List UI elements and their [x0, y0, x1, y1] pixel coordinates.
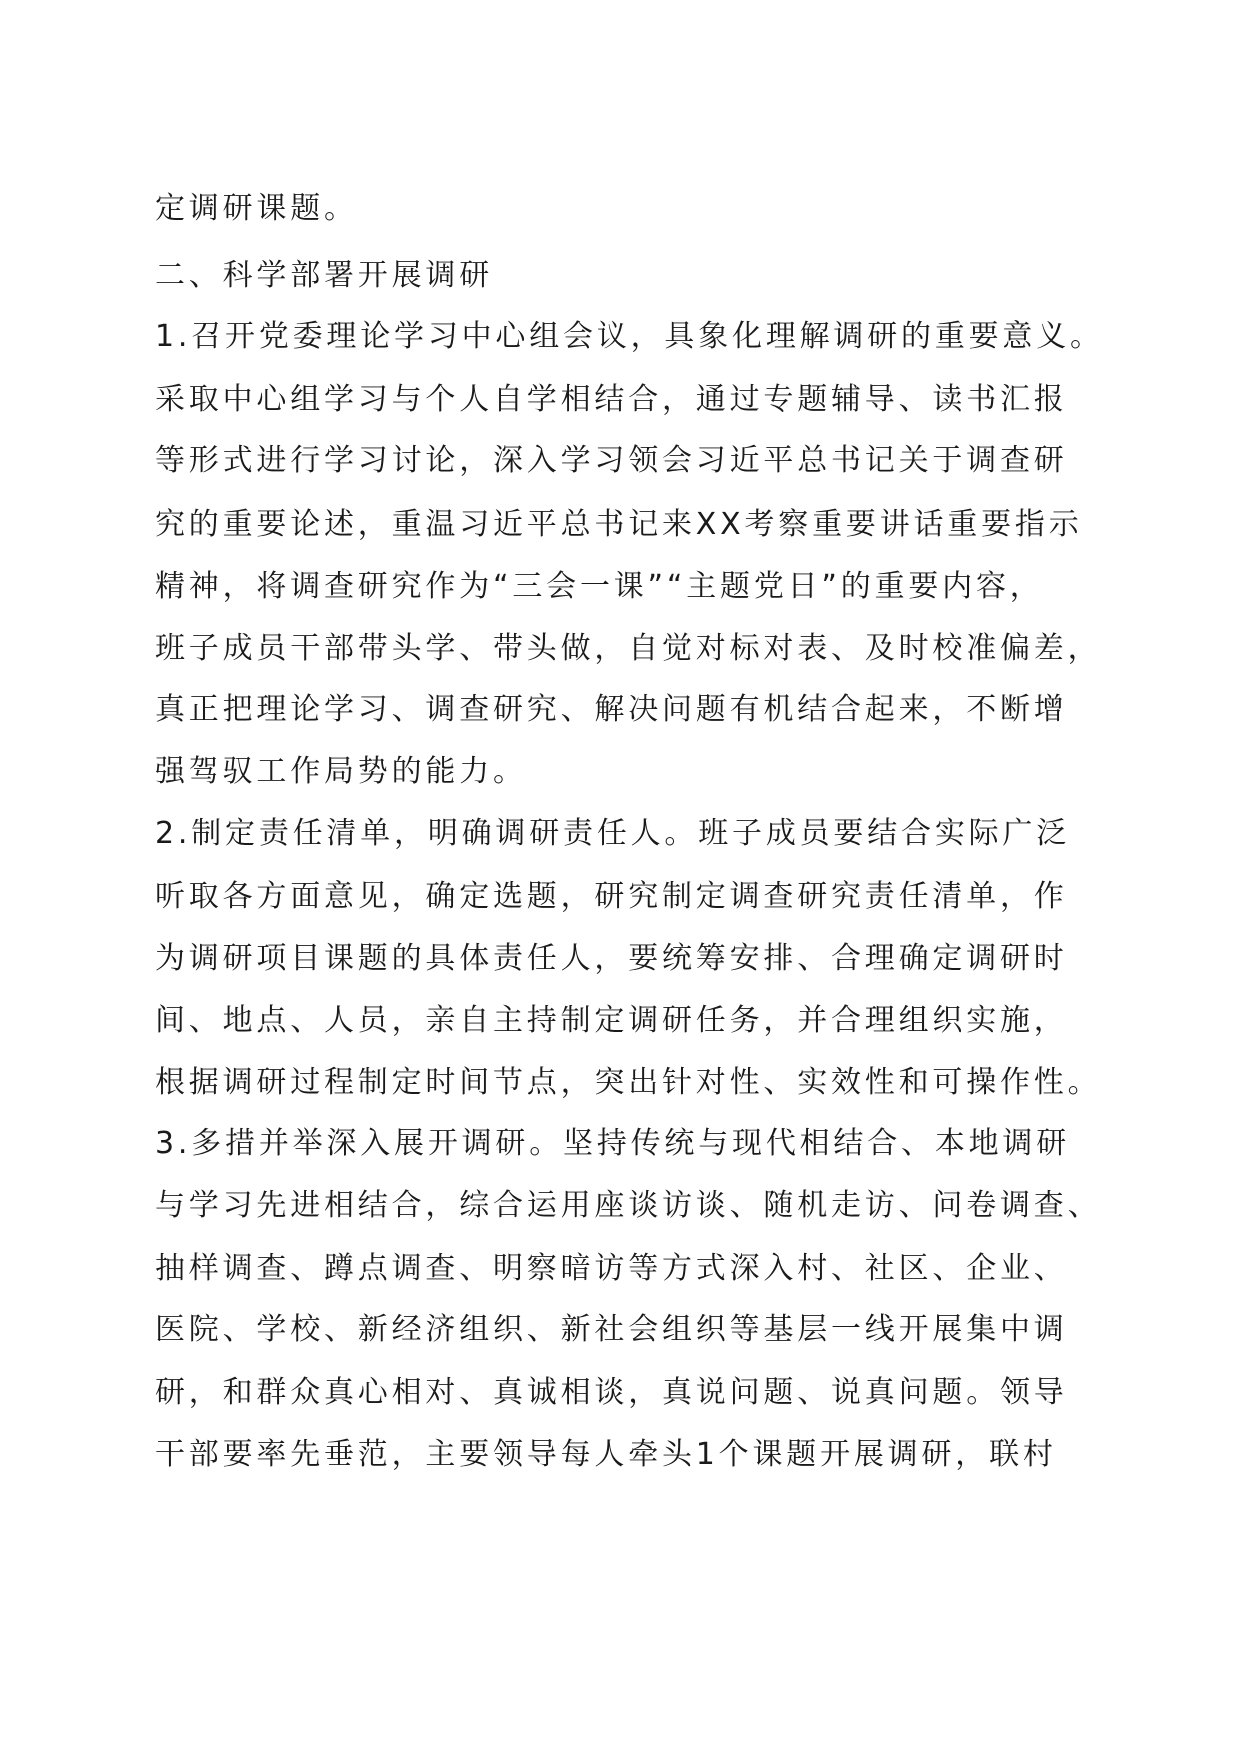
text-line: 强驾驭工作局势的能力。	[155, 754, 527, 789]
text-line: 间、地点、人员，亲自主持制定调研任务，并合理组织实施，	[155, 1003, 1068, 1038]
text-line: 定调研课题。	[155, 191, 358, 226]
item-heading: 1.召开党委理论学习中心组会议，具象化理解调研的重要意义。	[155, 319, 1104, 354]
text-line: 真正把理论学习、调查研究、解决问题有机结合起来，不断增	[155, 692, 1068, 727]
text-line: 等形式进行学习讨论，深入学习领会习近平总书记关于调查研	[155, 443, 1068, 478]
text-line: 精神，将调查研究作为“三会一课”“主题党日”的重要内容，	[155, 569, 1044, 604]
section-heading: 二、科学部署开展调研	[155, 258, 493, 293]
text-line: 研，和群众真心相对、真诚相谈，真说问题、说真问题。领导	[155, 1375, 1068, 1410]
text-line: 根据调研过程制定时间节点，突出针对性、实效性和可操作性。	[155, 1065, 1102, 1100]
text-line: 听取各方面意见，确定选题，研究制定调查研究责任清单，作	[155, 879, 1068, 914]
text-line: 采取中心组学习与个人自学相结合，通过专题辅导、读书汇报	[155, 382, 1068, 417]
item-heading: 2.制定责任清单，明确调研责任人。班子成员要结合实际广泛	[155, 816, 1071, 851]
item-heading: 3.多措并举深入展开调研。坚持传统与现代相结合、本地调研	[155, 1126, 1071, 1161]
text-line: 医院、学校、新经济组织、新社会组织等基层一线开展集中调	[155, 1312, 1068, 1347]
text-line: 为调研项目课题的具体责任人，要统筹安排、合理确定调研时	[155, 941, 1068, 976]
text-line: 班子成员干部带头学、带头做，自觉对标对表、及时校准偏差，	[155, 631, 1102, 666]
text-line: 抽样调查、蹲点调查、明察暗访等方式深入村、社区、企业、	[155, 1251, 1068, 1286]
text-line: 干部要率先垂范，主要领导每人牵头1个课题开展调研，联村	[155, 1437, 1057, 1472]
text-line: 与学习先进相结合，综合运用座谈访谈、随机走访、问卷调查、	[155, 1188, 1102, 1223]
text-line: 究的重要论述，重温习近平总书记来XX考察重要讲话重要指示	[155, 507, 1083, 542]
